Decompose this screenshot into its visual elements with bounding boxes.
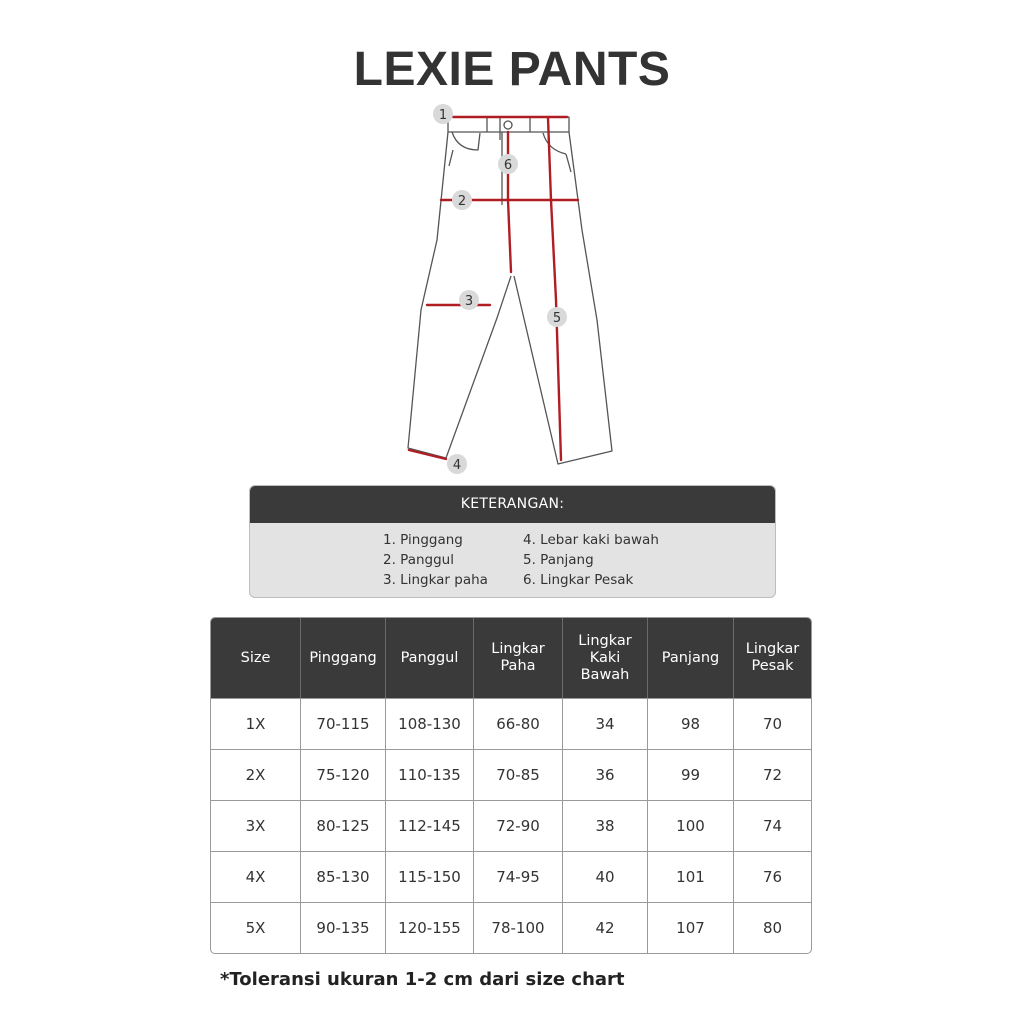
column-header-line: Pinggang [309,649,377,666]
table-cell: 66-80 [474,698,563,749]
table-cell: 34 [563,698,648,749]
column-header-line: Lingkar [745,641,800,657]
table-cell: 85-130 [301,851,386,902]
table-cell: 100 [648,800,734,851]
column-header-line: Kaki [589,649,621,666]
table-cell: 36 [563,749,648,800]
table-cell: 99 [648,749,734,800]
table-cell: 74 [734,800,811,851]
table-row [211,902,811,953]
column-header [386,618,474,698]
size-chart-table [210,617,812,954]
column-header [734,618,811,698]
legend-item: 6. Lingkar Pesak [523,572,634,588]
table-cell: 78-100 [474,902,563,953]
table-cell: 120-155 [386,902,474,953]
legend-column-right [523,530,659,590]
table-row [211,698,811,749]
column-header-line: Panjang [661,649,720,666]
column-header [474,618,563,698]
column-header-line: Pesak [751,658,794,674]
table-cell: 5X [211,902,301,953]
right-leg-outline [514,132,612,464]
table-cell: 80 [734,902,811,953]
table-cell: 98 [648,698,734,749]
legend-item: 5. Panjang [523,552,594,568]
label-6-badge [498,154,518,174]
table-cell: 74-95 [474,851,563,902]
svg-text:5: 5 [552,311,562,326]
column-header-line: Size [240,649,271,666]
table-cell: 3X [211,800,301,851]
table-cell: 108-130 [386,698,474,749]
legend-heading: KETERANGAN: [250,486,775,523]
legend-column-left [383,530,488,590]
left-leg-outline [408,132,511,458]
table-cell: 72 [734,749,811,800]
legend-item: 1. Pinggang [383,532,463,548]
tolerance-note: *Toleransi ukuran 1-2 cm dari size chart [220,969,625,990]
legend-item: 3. Lingkar paha [383,572,488,588]
legend-item: 4. Lebar kaki bawah [523,532,659,548]
column-header [648,618,734,698]
legend-box [249,485,776,598]
column-header [211,618,301,698]
table-cell: 42 [563,902,648,953]
svg-text:6: 6 [503,158,513,173]
waistband-outline [448,117,569,132]
table-cell: 76 [734,851,811,902]
svg-text:4: 4 [452,458,462,473]
column-header [301,618,386,698]
table-cell: 112-145 [386,800,474,851]
table-cell: 70-85 [474,749,563,800]
measure-hem [409,450,446,459]
column-header-line: Lingkar [491,641,545,657]
table-cell: 110-135 [386,749,474,800]
right-pocket [543,133,566,154]
table-cell: 101 [648,851,734,902]
page-title: LEXIE PANTS [353,43,671,96]
table-cell: 70 [734,698,811,749]
table-cell: 80-125 [301,800,386,851]
table-header-row [211,618,811,698]
table-cell: 115-150 [386,851,474,902]
table-row [211,851,811,902]
column-header-line: Panggul [400,649,459,666]
table-cell: 70-115 [301,698,386,749]
table-cell: 38 [563,800,648,851]
table-cell: 1X [211,698,301,749]
measure-rise [508,132,511,272]
svg-text:3: 3 [464,294,474,309]
label-2-badge [452,190,472,210]
table-row [211,800,811,851]
left-pocket [452,132,480,150]
svg-text:1: 1 [438,108,448,123]
table-cell: 4X [211,851,301,902]
column-header-line: Paha [500,658,536,674]
table-cell: 90-135 [301,902,386,953]
label-4-badge [447,454,467,474]
table-row [211,749,811,800]
label-5-badge [547,307,567,327]
column-header-line: Bawah [580,666,630,683]
column-header [563,618,648,698]
table-cell: 40 [563,851,648,902]
measure-length [548,118,561,460]
table-cell: 75-120 [301,749,386,800]
svg-text:2: 2 [457,194,467,209]
label-3-badge [459,290,479,310]
table-cell: 107 [648,902,734,953]
legend-item: 2. Panggul [383,552,454,568]
table-cell: 72-90 [474,800,563,851]
label-1-badge [433,104,453,124]
pants-diagram [0,0,1024,480]
table-cell: 2X [211,749,301,800]
column-header-line: Lingkar [578,632,632,649]
